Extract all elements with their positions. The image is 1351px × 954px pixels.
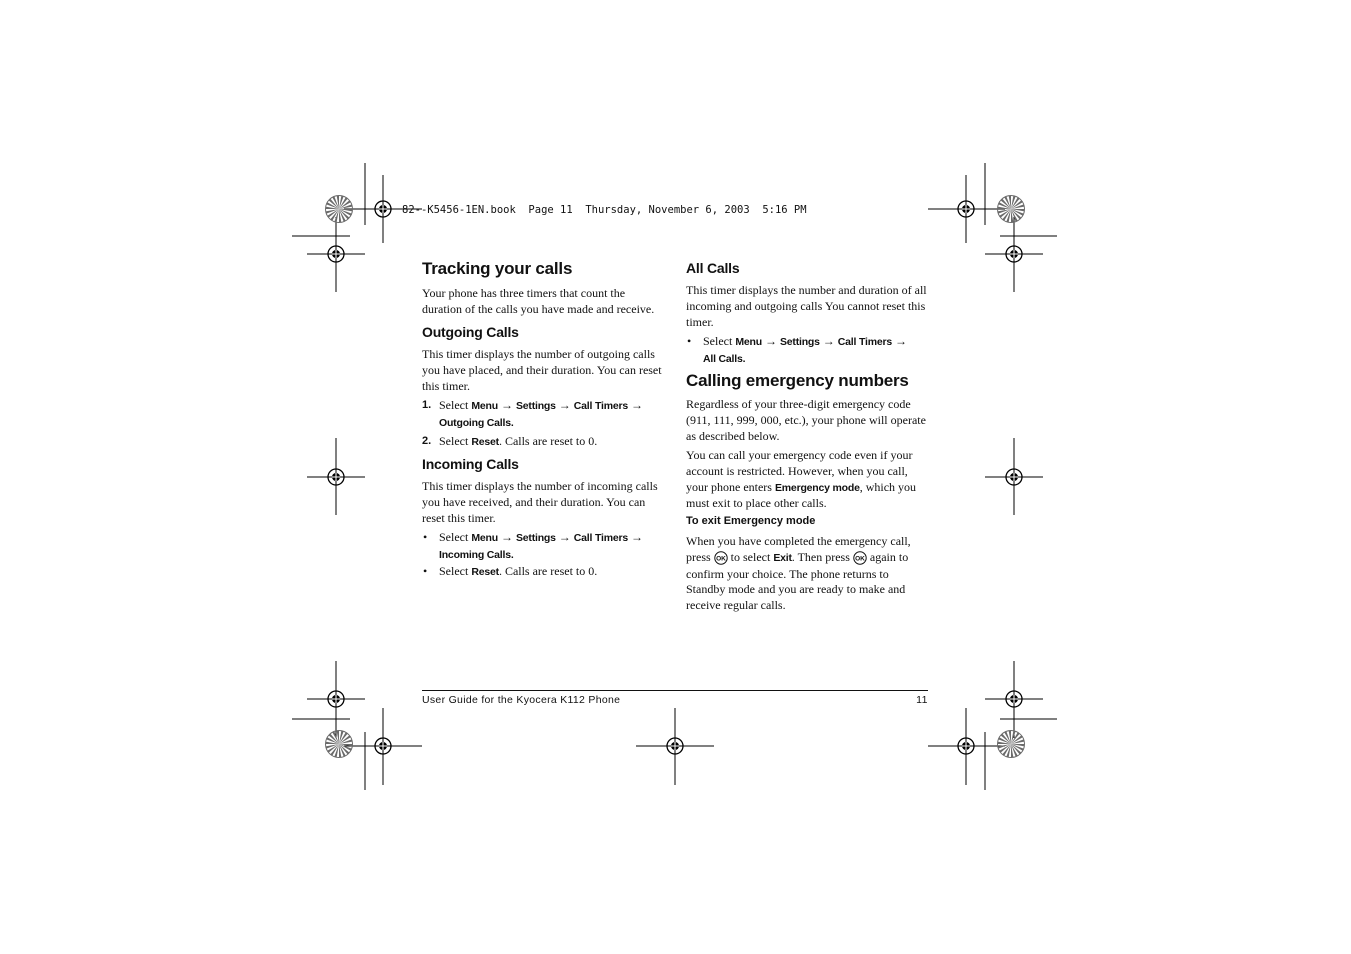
footer-rule — [422, 690, 928, 691]
step-text: Select — [703, 334, 733, 348]
call-timers-label: Call Timers — [837, 336, 892, 348]
heading-all-calls: All Calls — [686, 260, 740, 276]
para-text: When you have completed the emergency call, — [686, 534, 911, 548]
subheading-exit-emergency: To exit Emergency mode — [686, 515, 816, 527]
settings-label: Settings — [515, 400, 556, 412]
settings-label: Settings — [515, 532, 556, 544]
menu-label: Menu — [471, 400, 498, 412]
arrow-icon: → — [631, 530, 643, 544]
para-text: , which you must exit to place other calls. — [686, 479, 917, 511]
all-calls-description: This timer displays the number and duration of all incoming and outgoing calls You cannot reset this timer. — [686, 283, 927, 329]
menu-label: Menu — [471, 532, 498, 544]
ok-key-label: OK — [855, 555, 865, 563]
outgoing-step-2 — [422, 433, 662, 450]
arrow-icon: → — [500, 398, 513, 412]
step-text: Select — [439, 564, 469, 578]
outgoing-step-1 — [422, 397, 662, 431]
call-timers-label: Call Timers — [573, 400, 628, 412]
step-number: 1. — [422, 399, 432, 411]
ok-key-label: OK — [715, 555, 726, 563]
sunburst-mark-bottom-left — [326, 731, 353, 758]
exit-label: Exit — [773, 551, 792, 564]
file-info-header: 82--K5456-1EN.book Page 11 Thursday, November 6, 2003 5:16 PM — [402, 204, 807, 216]
reset-label: Reset — [471, 436, 499, 448]
step-number: 2. — [422, 435, 432, 447]
arrow-icon: → — [895, 334, 907, 348]
step-text: Select — [439, 434, 469, 448]
outgoing-description: This timer displays the number of outgoing calls you have placed, and their duration. You can reset this timer. — [422, 347, 662, 393]
arrow-icon: → — [631, 398, 643, 412]
para-text: to select — [730, 549, 771, 564]
section-title-emergency: Calling emergency numbers — [686, 371, 909, 390]
step-text: Select — [439, 398, 469, 412]
footer-guide-title: User Guide for the Kyocera K112 Phone — [422, 694, 621, 706]
para-text: You can call your emergency code even if your account is restricted. However, when you call, your phone enters — [686, 448, 913, 494]
all-calls-bullet-1 — [686, 333, 926, 367]
incoming-description: This timer displays the number of incoming calls you have received, and their duration. You can reset this timer. — [422, 479, 658, 525]
sunburst-mark-top-right — [998, 196, 1025, 223]
arrow-icon: → — [764, 334, 777, 348]
tracking-intro: Your phone has three timers that count the duration of the calls you have made and receive. — [422, 286, 655, 316]
para-text: confirm your choice. The phone returns to Standby mode and you are ready to make and receive regular calls. — [686, 566, 906, 613]
bullet: • — [687, 334, 692, 348]
reset-label: Reset — [471, 566, 499, 578]
heading-incoming-calls: Incoming Calls — [422, 456, 519, 472]
ok-key-icon — [853, 551, 867, 565]
incoming-bullet-1 — [422, 529, 662, 563]
section-title-tracking: Tracking your calls — [422, 259, 573, 278]
sunburst-mark-bottom-right — [998, 731, 1025, 758]
emergency-para-2 — [686, 448, 930, 512]
step-text-rest: . Calls are reset to 0. — [498, 434, 598, 448]
sunburst-mark-top-left — [326, 196, 353, 223]
emergency-para-1: Regardless of your three-digit emergency code (911, 111, 999, 000, etc.), your phone will operate as described below. — [686, 397, 926, 443]
arrow-icon: → — [558, 530, 571, 544]
menu-label: Menu — [735, 336, 762, 348]
outgoing-calls-label: Outgoing Calls. — [439, 417, 514, 429]
para-text: press — [686, 549, 711, 564]
arrow-icon: → — [822, 334, 835, 348]
step-text-rest: . Calls are reset to 0. — [498, 564, 598, 578]
arrow-icon: → — [558, 398, 571, 412]
incoming-calls-label: Incoming Calls. — [439, 549, 514, 561]
arrow-icon: → — [500, 530, 513, 544]
incoming-bullet-2 — [422, 563, 662, 580]
para-text: again to — [869, 549, 909, 564]
emergency-para-3 — [686, 534, 930, 614]
emergency-mode-label: Emergency mode — [774, 481, 860, 494]
heading-outgoing-calls: Outgoing Calls — [422, 324, 519, 340]
call-timers-label: Call Timers — [573, 532, 628, 544]
bullet: • — [423, 530, 428, 544]
bullet: • — [423, 564, 428, 578]
all-calls-label: All Calls. — [703, 353, 746, 365]
footer-page-number: 11 — [916, 694, 928, 706]
settings-label: Settings — [779, 336, 820, 348]
ok-key-icon — [714, 551, 728, 565]
para-text: . Then press — [791, 549, 850, 564]
step-text: Select — [439, 530, 469, 544]
